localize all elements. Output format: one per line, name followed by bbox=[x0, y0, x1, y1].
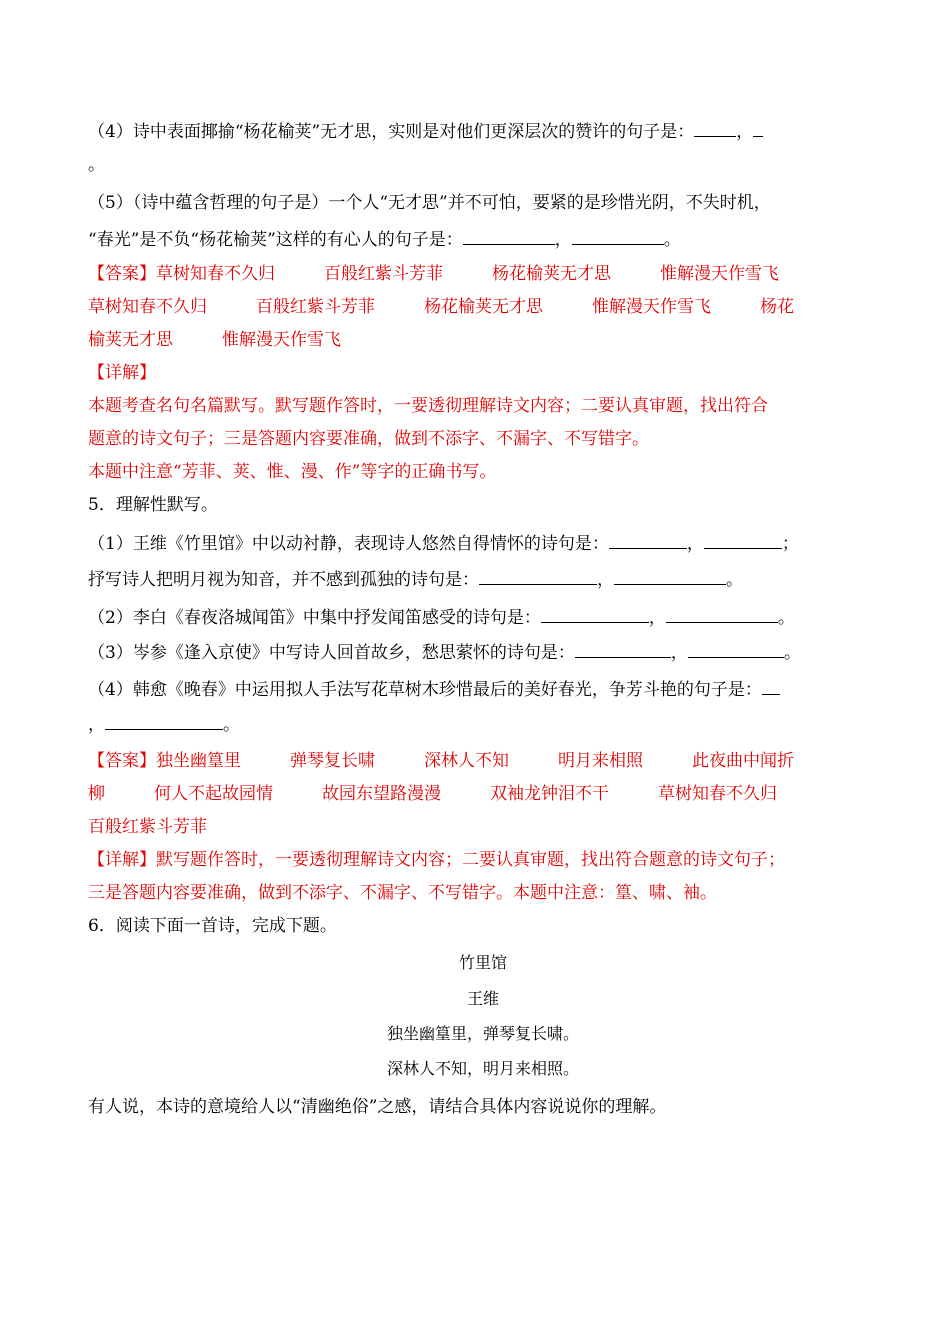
detail5-line1: 【详解】默写题作答时，一要透彻理解诗文内容；二要认真审题，找出符合题意的诗文句子； bbox=[88, 850, 785, 870]
detail5-line2: 三是答题内容要准确，做到不添字、不漏字、不写错字。本题中注意：篁、啸、袖。 bbox=[88, 883, 717, 903]
q5-sub2: （2）李白《春夜洛城闻笛》中集中抒发闻笛感受的诗句是： ， 。 bbox=[88, 608, 795, 628]
q5-sub3: （3）岑参《逢入京使》中写诗人回首故乡，愁思萦怀的诗句是： ， 。 bbox=[88, 643, 801, 663]
answer-blank[interactable] bbox=[609, 532, 687, 549]
q5-sub4-cont: ， 。 bbox=[88, 715, 240, 735]
answer-blank[interactable] bbox=[688, 641, 784, 658]
answer-blank[interactable] bbox=[479, 568, 597, 585]
detail4-label: 【详解】 bbox=[88, 363, 156, 383]
answer5-row1: 【答案】独坐幽篁里 弹琴复长啸 深林人不知 明月来相照 此夜曲中闻折 bbox=[88, 751, 794, 771]
answer-blank[interactable] bbox=[753, 120, 763, 137]
answer-blank[interactable] bbox=[541, 606, 649, 623]
q4-sub5-line2: “春光”是不负“杨花榆荚”这样的有心人的句子是： ， 。 bbox=[88, 230, 681, 250]
poem-verse-2: 深林人不知，明月来相照。 bbox=[386, 1059, 579, 1078]
answer4-row2: 草树知春不久归 百般红紫斗芳菲 杨花榆荚无才思 惟解漫天作雪飞 杨花 bbox=[88, 297, 794, 317]
answer-blank[interactable] bbox=[105, 713, 223, 730]
answer4-row1: 【答案】草树知春不久归 百般红紫斗芳菲 杨花榆荚无才思 惟解漫天作雪飞 bbox=[88, 264, 779, 284]
q4-sub4-end: 。 bbox=[88, 155, 105, 175]
answer-blank[interactable] bbox=[575, 641, 671, 658]
answer-blank[interactable] bbox=[704, 532, 782, 549]
answer-blank[interactable] bbox=[572, 228, 664, 245]
q4-sub5-line1: （5）（诗中蕴含哲理的句子是）一个人“无才思”并不可怕，要紧的是珍惜光阴，不失时机， bbox=[88, 193, 771, 213]
q6-question: 有人说，本诗的意境给人以“清幽绝俗”之感，请结合具体内容说说你的理解。 bbox=[88, 1097, 667, 1117]
q5-sub1a: （1）王维《竹里馆》中以动衬静，表现诗人悠然自得情怀的诗句是： ， ； bbox=[88, 534, 799, 554]
poem-title: 竹里馆 bbox=[458, 953, 507, 972]
q5-title: 5．理解性默写。 bbox=[88, 495, 218, 515]
answer-blank[interactable] bbox=[614, 568, 726, 585]
poem-verse-1: 独坐幽篁里，弹琴复长啸。 bbox=[386, 1024, 579, 1043]
detail4-line2: 题意的诗文句子；三是答题内容要准确，做到不添字、不漏字、不写错字。 bbox=[88, 429, 649, 449]
detail4-line3: 本题中注意“芳菲、荚、惟、漫、作”等字的正确书写。 bbox=[88, 462, 497, 482]
answer-blank[interactable] bbox=[666, 606, 778, 623]
answer-blank[interactable] bbox=[694, 120, 736, 137]
q6-title: 6．阅读下面一首诗，完成下题。 bbox=[88, 916, 337, 936]
poem-author: 王维 bbox=[466, 989, 499, 1008]
answer-blank[interactable] bbox=[762, 678, 780, 695]
answer4-row3: 榆荚无才思 惟解漫天作雪飞 bbox=[88, 330, 341, 350]
detail4-line1: 本题考查名句名篇默写。默写题作答时，一要透彻理解诗文内容；二要认真审题，找出符合 bbox=[88, 396, 768, 416]
q4-sub4: （4）诗中表面揶揄“杨花榆荚”无才思，实则是对他们更深层次的赞许的句子是： ， bbox=[88, 120, 763, 143]
answer-blank[interactable] bbox=[463, 228, 555, 245]
q5-sub1b: 抒写诗人把明月视为知音，并不感到孤独的诗句是： ， 。 bbox=[88, 570, 743, 590]
answer5-row3: 百般红紫斗芳菲 bbox=[88, 817, 207, 837]
q5-sub4: （4）韩愈《晚春》中运用拟人手法写花草树木珍惜最后的美好春光，争芳斗艳的句子是： bbox=[88, 678, 780, 701]
answer5-row2: 柳 何人不起故园情 故园东望路漫漫 双袖龙钟泪不干 草树知春不久归 bbox=[88, 784, 777, 804]
